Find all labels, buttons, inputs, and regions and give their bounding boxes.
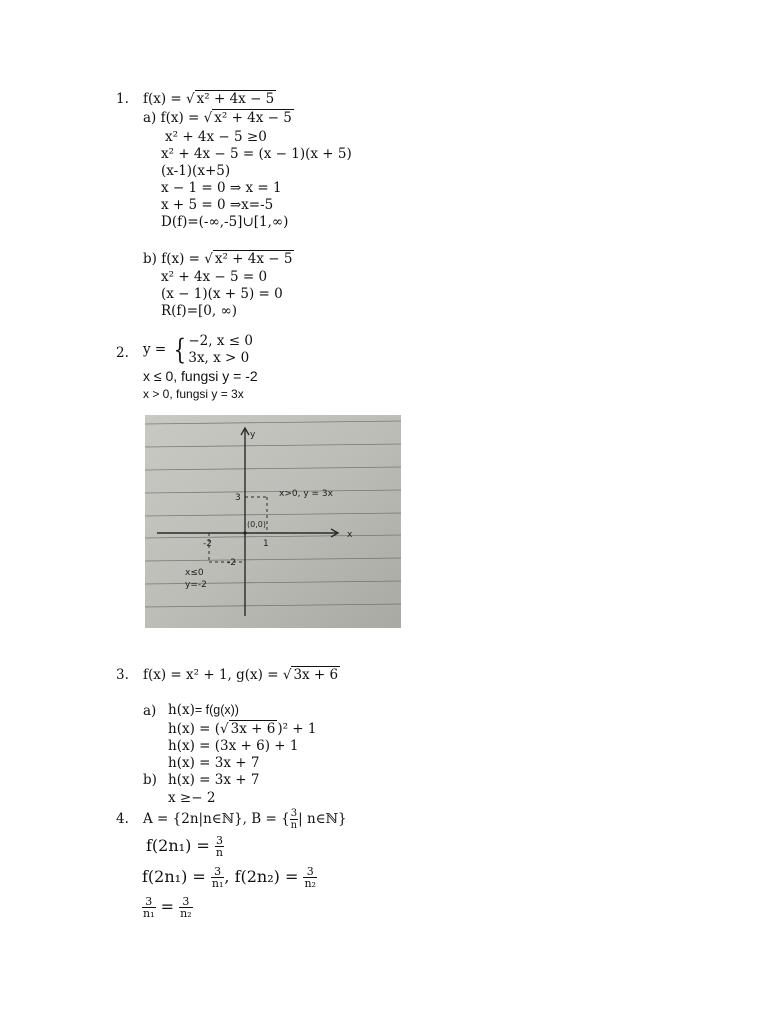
brace-glyph: { [173, 333, 186, 366]
q4-sets-lhs: A = {2n|n∈ℕ}, B = { [143, 811, 290, 827]
q1a-step-1: x² + 4x − 5 ≥0 [165, 129, 267, 145]
q2-lhs: y = [143, 341, 167, 358]
sketch-tick-3: 3 [235, 493, 241, 503]
fraction-numerator: 3 [290, 808, 298, 819]
q1b-range: R(f)=[0, ∞) [161, 303, 237, 319]
q4-number: 4. [116, 811, 129, 827]
sketch-note-neg-1: x≤0 [185, 568, 204, 578]
q2-explanation-1: x ≤ 0, fungsi y = -2 [143, 368, 258, 384]
q4-line-2-lhs: f(2n₁) = [142, 867, 206, 886]
q1-function-lhs: f(x) = [143, 91, 182, 107]
q2-piecewise [143, 333, 253, 367]
q4-line-3-fraction-2 [179, 896, 193, 919]
q1a-function-lhs: a) f(x) = [143, 110, 200, 126]
q1a-step-2: x² + 4x − 5 = (x − 1)(x + 5) [161, 146, 352, 162]
fraction-denominator: n₂ [304, 877, 316, 890]
q3-g-radicand: 3x + 6 [293, 667, 339, 683]
q3b-step-1: h(x) = 3x + 7 [168, 772, 260, 788]
q4-line-2-fraction-2 [303, 866, 317, 889]
fraction-numerator: 3 [303, 866, 317, 878]
q4-sets-rhs: | n∈ℕ} [298, 811, 347, 827]
q4-line-2 [142, 862, 317, 892]
q1b-function-lhs: b) f(x) = [143, 251, 200, 267]
sketch-note-positive: x>0, y = 3x [279, 489, 333, 499]
q1a-function-radicand: x² + 4x − 5 [214, 110, 292, 126]
q2-explanation-2: x > 0, fungsi y = 3x [143, 387, 244, 401]
sketch-x-label: x [347, 530, 353, 540]
q1a-function: a) f(x) = √ x² + 4x − 5 [143, 110, 292, 126]
sketch-note-neg-2: y=-2 [185, 580, 207, 590]
q3a-step-2-radicand: 3x + 6 [230, 721, 276, 737]
q4-line-3-equals: = [160, 897, 174, 916]
q1b-function: b) f(x) = √ x² + 4x − 5 [143, 251, 293, 267]
fraction-numerator: 3 [211, 866, 225, 878]
q3b-label: b) [143, 772, 157, 788]
q1a-domain: D(f)=(-∞,-5]∪[1,∞) [161, 214, 289, 230]
q3a-step-2: h(x) = (√ 3x + 6 )² + 1 [168, 721, 317, 737]
q3-number: 3. [116, 667, 129, 683]
q1b-step-1: x² + 4x − 5 = 0 [161, 269, 268, 285]
q4-sets [143, 808, 347, 831]
fraction-denominator: n [215, 846, 223, 859]
q2-cases [188, 333, 253, 367]
q4-line-1-fraction [215, 835, 224, 858]
q3b-step-2: x ≥− 2 [168, 790, 216, 806]
q3a-step-1 [168, 702, 239, 718]
q1a-step-4: x − 1 = 0 ⇒ x = 1 [161, 180, 282, 196]
fraction-denominator: n [290, 820, 298, 831]
sketch-y-label: y [250, 430, 256, 440]
q4-line-3-fraction-1 [142, 896, 156, 919]
q3a-composition: = f(g(x)) [194, 703, 239, 717]
sketch-tick-1: 1 [263, 539, 269, 549]
origin-dot [243, 531, 246, 534]
q3-functions-lhs: f(x) = x² + 1, g(x) = [143, 667, 279, 683]
q1a-step-3: (x-1)(x+5) [161, 163, 231, 179]
fraction-numerator: 3 [142, 896, 156, 908]
q4-sets-fraction [290, 808, 298, 831]
graph-sketch-photo [145, 415, 401, 628]
q2-case-1: −2, x ≤ 0 [188, 333, 253, 349]
q3a-step-3: h(x) = (3x + 6) + 1 [168, 738, 299, 754]
q1-function-radicand: x² + 4x − 5 [196, 91, 275, 107]
q1b-step-2: (x − 1)(x + 5) = 0 [161, 286, 283, 302]
sketch-tick-neg2-y: -2 [227, 558, 236, 568]
q3-functions: f(x) = x² + 1, g(x) = √ 3x + 6 [143, 667, 339, 683]
sketch-tick-neg2-x: -2 [203, 539, 212, 549]
q1-number: 1. [116, 91, 129, 107]
q1b-function-radicand: x² + 4x − 5 [214, 251, 293, 267]
sketch-origin-label: (0,0) [247, 520, 266, 529]
q3a-step-2-lhs: h(x) = ( [168, 721, 221, 737]
fraction-numerator: 3 [179, 896, 193, 908]
q3a-step-2-rhs: )² + 1 [277, 721, 317, 737]
fraction-denominator: n₁ [143, 907, 155, 920]
q3a-step-4: h(x) = 3x + 7 [168, 755, 260, 771]
q4-line-1 [146, 832, 224, 860]
fraction-denominator: n₂ [180, 907, 192, 920]
q4-line-1-lhs: f(2n₁) = [146, 836, 210, 855]
q1a-step-5: x + 5 = 0 ⇒x=-5 [161, 197, 274, 213]
q4-line-2-mid: , f(2n₂) = [224, 867, 299, 886]
q4-line-2-fraction-1 [211, 866, 225, 889]
fraction-numerator: 3 [215, 834, 223, 847]
q4-line-3 [142, 892, 193, 922]
q2-case-2: 3x, x > 0 [188, 350, 250, 366]
q3a-h-lhs: h(x) [168, 702, 195, 718]
fraction-denominator: n₁ [211, 877, 224, 890]
q2-number: 2. [116, 345, 129, 361]
q1-function: f(x) = √ x² + 4x − 5 [143, 91, 275, 107]
q3a-label: a) [143, 703, 157, 719]
